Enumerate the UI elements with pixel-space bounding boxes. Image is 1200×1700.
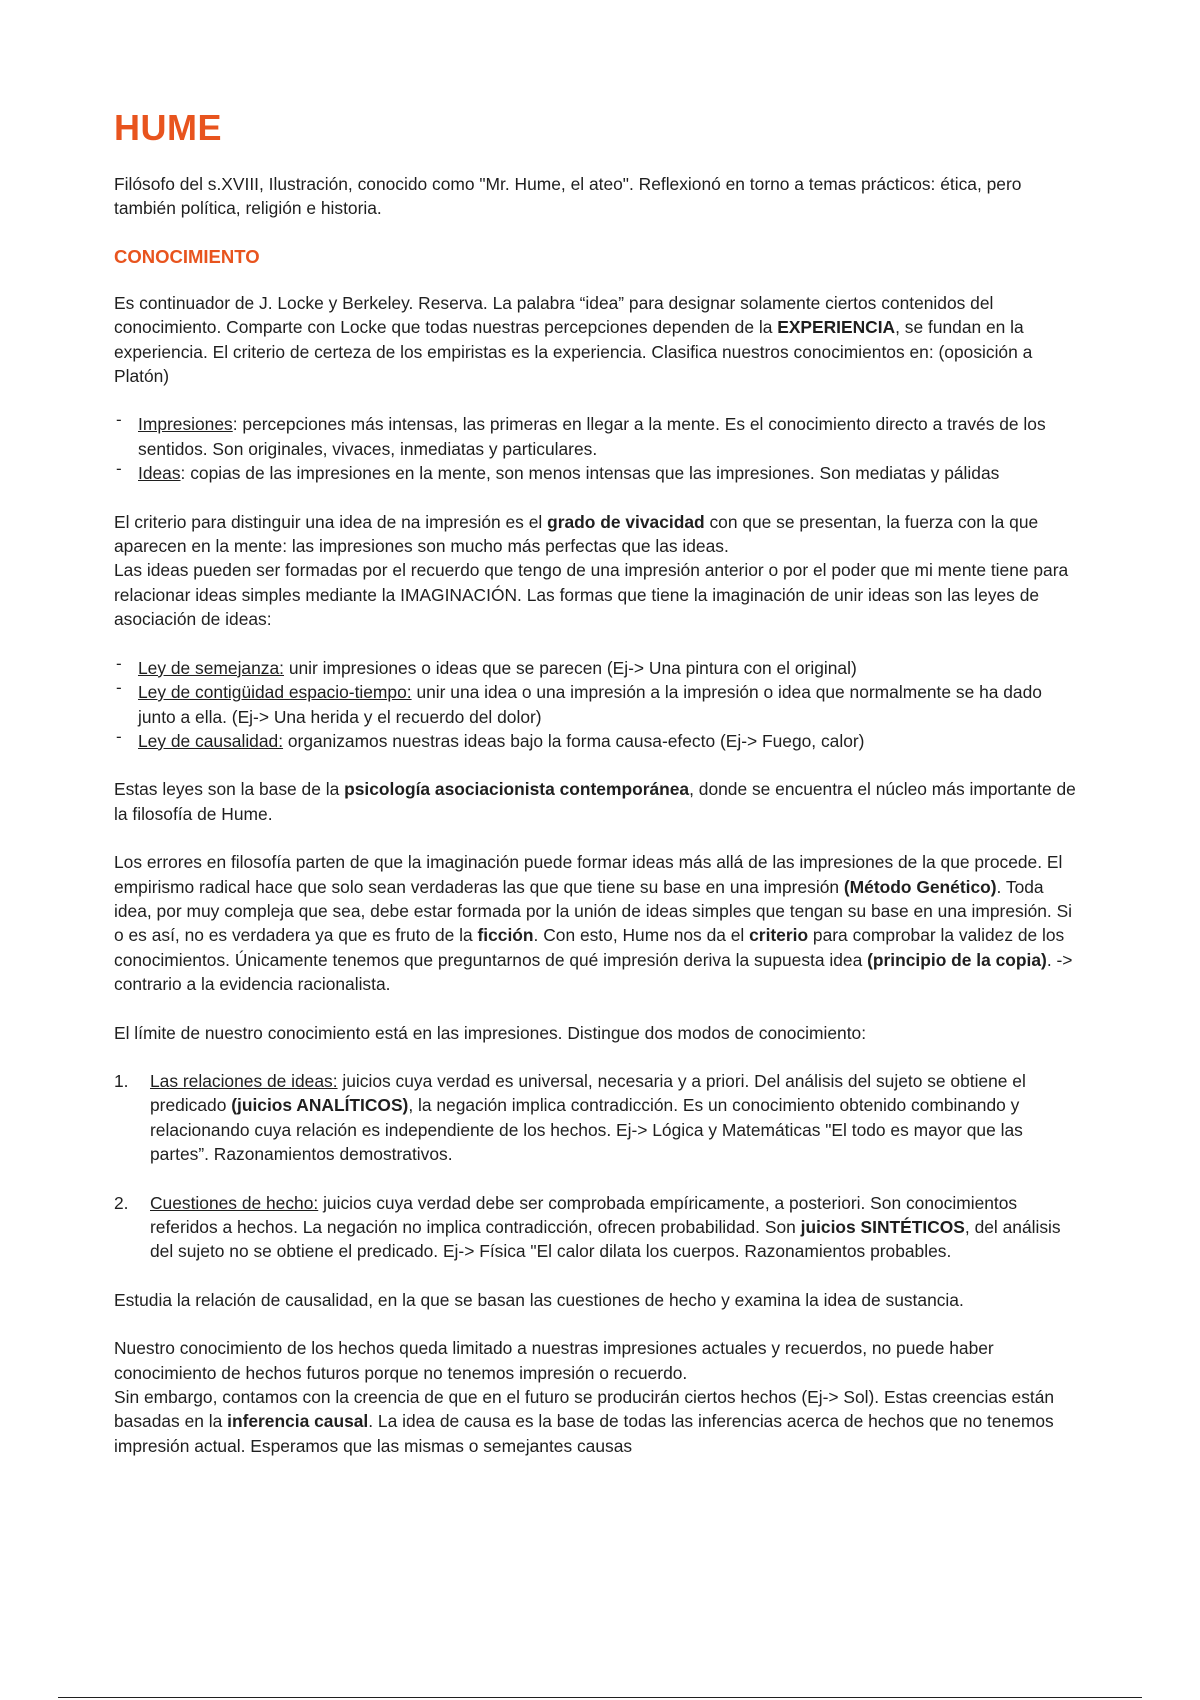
list-item: - Impresiones: percepciones más intensas, las primeras en llegar a la mente. Es el conocimiento directo a través de los sentidos. Son originales, vivaces, inmediatas y particulares. (114, 412, 1080, 461)
document-page (114, 107, 1080, 1458)
section-heading: CONOCIMIENTO (114, 245, 260, 267)
association-laws-list (114, 656, 1080, 754)
list-item: 1. Las relaciones de ideas: juicios cuya verdad es universal, necesaria y a priori. Del análisis del sujeto se obtiene el predicado (juicios ANALÍTICOS), la negación implica contradicción. Es un conocimiento obtenido combinando y relacionando cuya relación es independiente de los hechos. Ej-> Lógica y Matemáticas "El todo es mayor que las partes”. Razonamientos demostrativos. (114, 1070, 1026, 1165)
list-item: - Ley de contigüidad espacio-tiempo: unir una idea o una impresión a la impresión o idea que normalmente se ha dado junto a ella. (Ej-> Una herida y el recuerdo del dolor) (114, 680, 1080, 729)
page-divider (58, 1697, 1142, 1698)
page-title: HUME (114, 107, 222, 148)
paragraph-criterio: El criterio para distinguir una idea de na impresión es el grado de vivacidad con que se presentan, la fuerza con la que aparecen en la mente: las impresiones son mucho más perfectas que las ideas. Las ideas pueden ser formadas por el recuerdo que tengo de una impresión anterior o por el poder que mi mente tiene para relacionar ideas simples mediante la IMAGINACIÓN. Las formas que tiene la imaginación de unir ideas son las leyes de asociación de ideas: (114, 511, 1069, 630)
paragraph-limite: El límite de nuestro conocimiento está en las impresiones. Distingue dos modos de conocimiento: (114, 1022, 867, 1043)
list-item: - Ideas: copias de las impresiones en la mente, son menos intensas que las impresiones. Son mediatas y pálidas (114, 461, 1080, 485)
paragraph-causalidad: Estudia la relación de causalidad, en la que se basan las cuestiones de hecho y examina la idea de sustancia. (114, 1289, 964, 1310)
list-item: - Ley de semejanza: unir impresiones o ideas que se parecen (Ej-> Una pintura con el original) (114, 656, 1080, 680)
knowledge-types-list (114, 412, 1080, 485)
list-item: - Ley de causalidad: organizamos nuestras ideas bajo la forma causa-efecto (Ej-> Fuego, calor) (114, 729, 1080, 753)
paragraph-hechos: Nuestro conocimiento de los hechos queda limitado a nuestras impresiones actuales y recuerdos, no puede haber conocimiento de hechos futuros porque no tenemos impresión o recuerdo. Sin embargo, contamos con la creencia de que en el futuro se producirán ciertos hechos (Ej-> Sol). Estas creencias están basadas en la inferencia causal. La idea de causa es la base de todas las inferencias acerca de hechos que no tenemos impresión actual. Esperamos que las mismas o semejantes causas (114, 1338, 1055, 1456)
knowledge-modes-list (114, 1069, 1080, 1264)
paragraph-psicologia: Estas leyes son la base de la psicología asociacionista contemporánea, donde se encuentra el núcleo más importante de la filosofía de Hume. (114, 779, 1076, 824)
intro-paragraph: Filósofo del s.XVIII, Ilustración, conocido como "Mr. Hume, el ateo". Reflexionó en torno a temas prácticos: ética, pero también política, religión e historia. (114, 174, 1022, 219)
paragraph-errores: Los errores en filosofía parten de que la imaginación puede formar ideas más allá de las impresiones de la que procede. El empirismo radical hace que solo sean verdaderas las que que tiene su base en una impresión (Método Genético). Toda idea, por muy compleja que sea, debe estar formada por la unión de ideas simples que tengan su base en una impresión. Si o es así, no es verdadera ya que es fruto de la ficción. Con esto, Hume nos da el criterio para comprobar la validez de los conocimientos. Únicamente tenemos que preguntarnos de qué impresión deriva la supuesta idea (principio de la copia). -> contrario a la evidencia racionalista. (114, 852, 1073, 995)
paragraph-continuador: Es continuador de J. Locke y Berkeley. Reserva. La palabra “idea” para designar solamente ciertos contenidos del conocimiento. Comparte con Locke que todas nuestras percepciones dependen de la EXPERIENCIA, se fundan en la experiencia. El criterio de certeza de los empiristas es la experiencia. Clasifica nuestros conocimientos en: (oposición a Platón) (114, 292, 1033, 387)
list-item: 2. Cuestiones de hecho: juicios cuya verdad debe ser comprobada empíricamente, a posteriori. Son conocimientos referidos a hechos. La negación no implica contradicción, ofrecen probabilidad. Son juicios SINTÉTICOS, del análisis del sujeto no se obtiene el predicado. Ej-> Física "El calor dilata los cuerpos. Razonamientos probables. (114, 1192, 1061, 1262)
